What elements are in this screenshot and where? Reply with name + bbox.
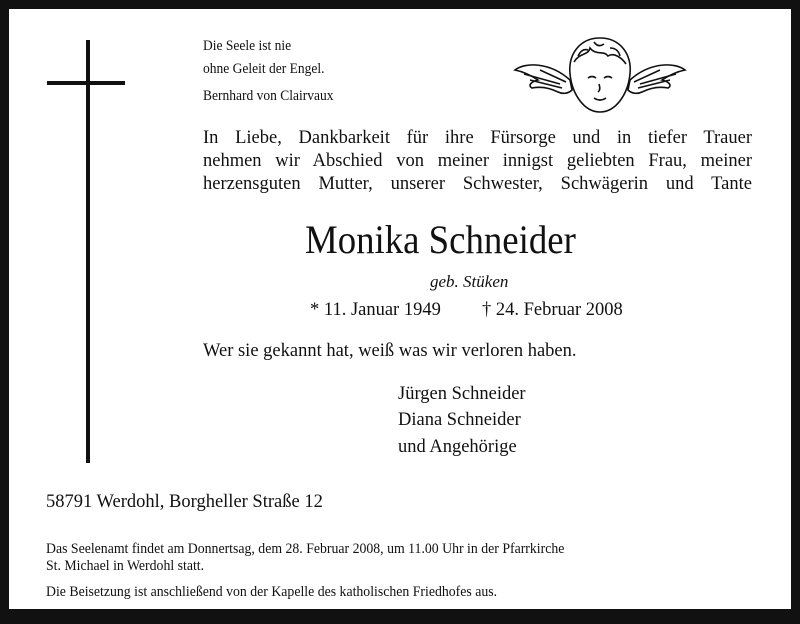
intro-line: herzensguten Mutter, unserer Schwester, Schwägerin und Tante xyxy=(203,174,752,194)
deceased-name: Monika Schneider xyxy=(305,217,576,262)
cross-vertical-bar xyxy=(86,40,90,463)
quote-line: Die Seele ist nie xyxy=(203,38,292,54)
cherub-angel-icon xyxy=(510,32,690,116)
mourner: Jürgen Schneider xyxy=(398,384,526,404)
closing-line: Wer sie gekannt hat, weiß was wir verloren haben. xyxy=(203,341,577,361)
quote-line: ohne Geleit der Engel. xyxy=(203,61,325,77)
death-date: † 24. Februar 2008 xyxy=(482,300,623,320)
mourner: und Angehörige xyxy=(398,437,517,457)
footer-line: St. Michael in Werdohl statt. xyxy=(46,558,205,574)
maiden-name: geb. Stüken xyxy=(430,272,509,291)
birth-date: * 11. Januar 1949 xyxy=(310,300,441,320)
footer-line: Die Beisetzung ist anschließend von der Kapelle des katholischen Friedhofes aus. xyxy=(46,584,498,600)
cross-horizontal-bar xyxy=(47,81,125,85)
intro-line: In Liebe, Dankbarkeit für ihre Fürsorge und in tiefer Trauer xyxy=(203,128,752,148)
footer-line: Das Seelenamt findet am Donnertsag, dem 28. Februar 2008, um 11.00 Uhr in der Pfarrkirche xyxy=(46,541,565,557)
intro-line: nehmen wir Abschied von meiner innigst geliebten Frau, meiner xyxy=(203,151,752,171)
quote-author: Bernhard von Clairvaux xyxy=(203,88,334,104)
mourner: Diana Schneider xyxy=(398,410,521,430)
address: 58791 Werdohl, Borgheller Straße 12 xyxy=(46,492,323,512)
